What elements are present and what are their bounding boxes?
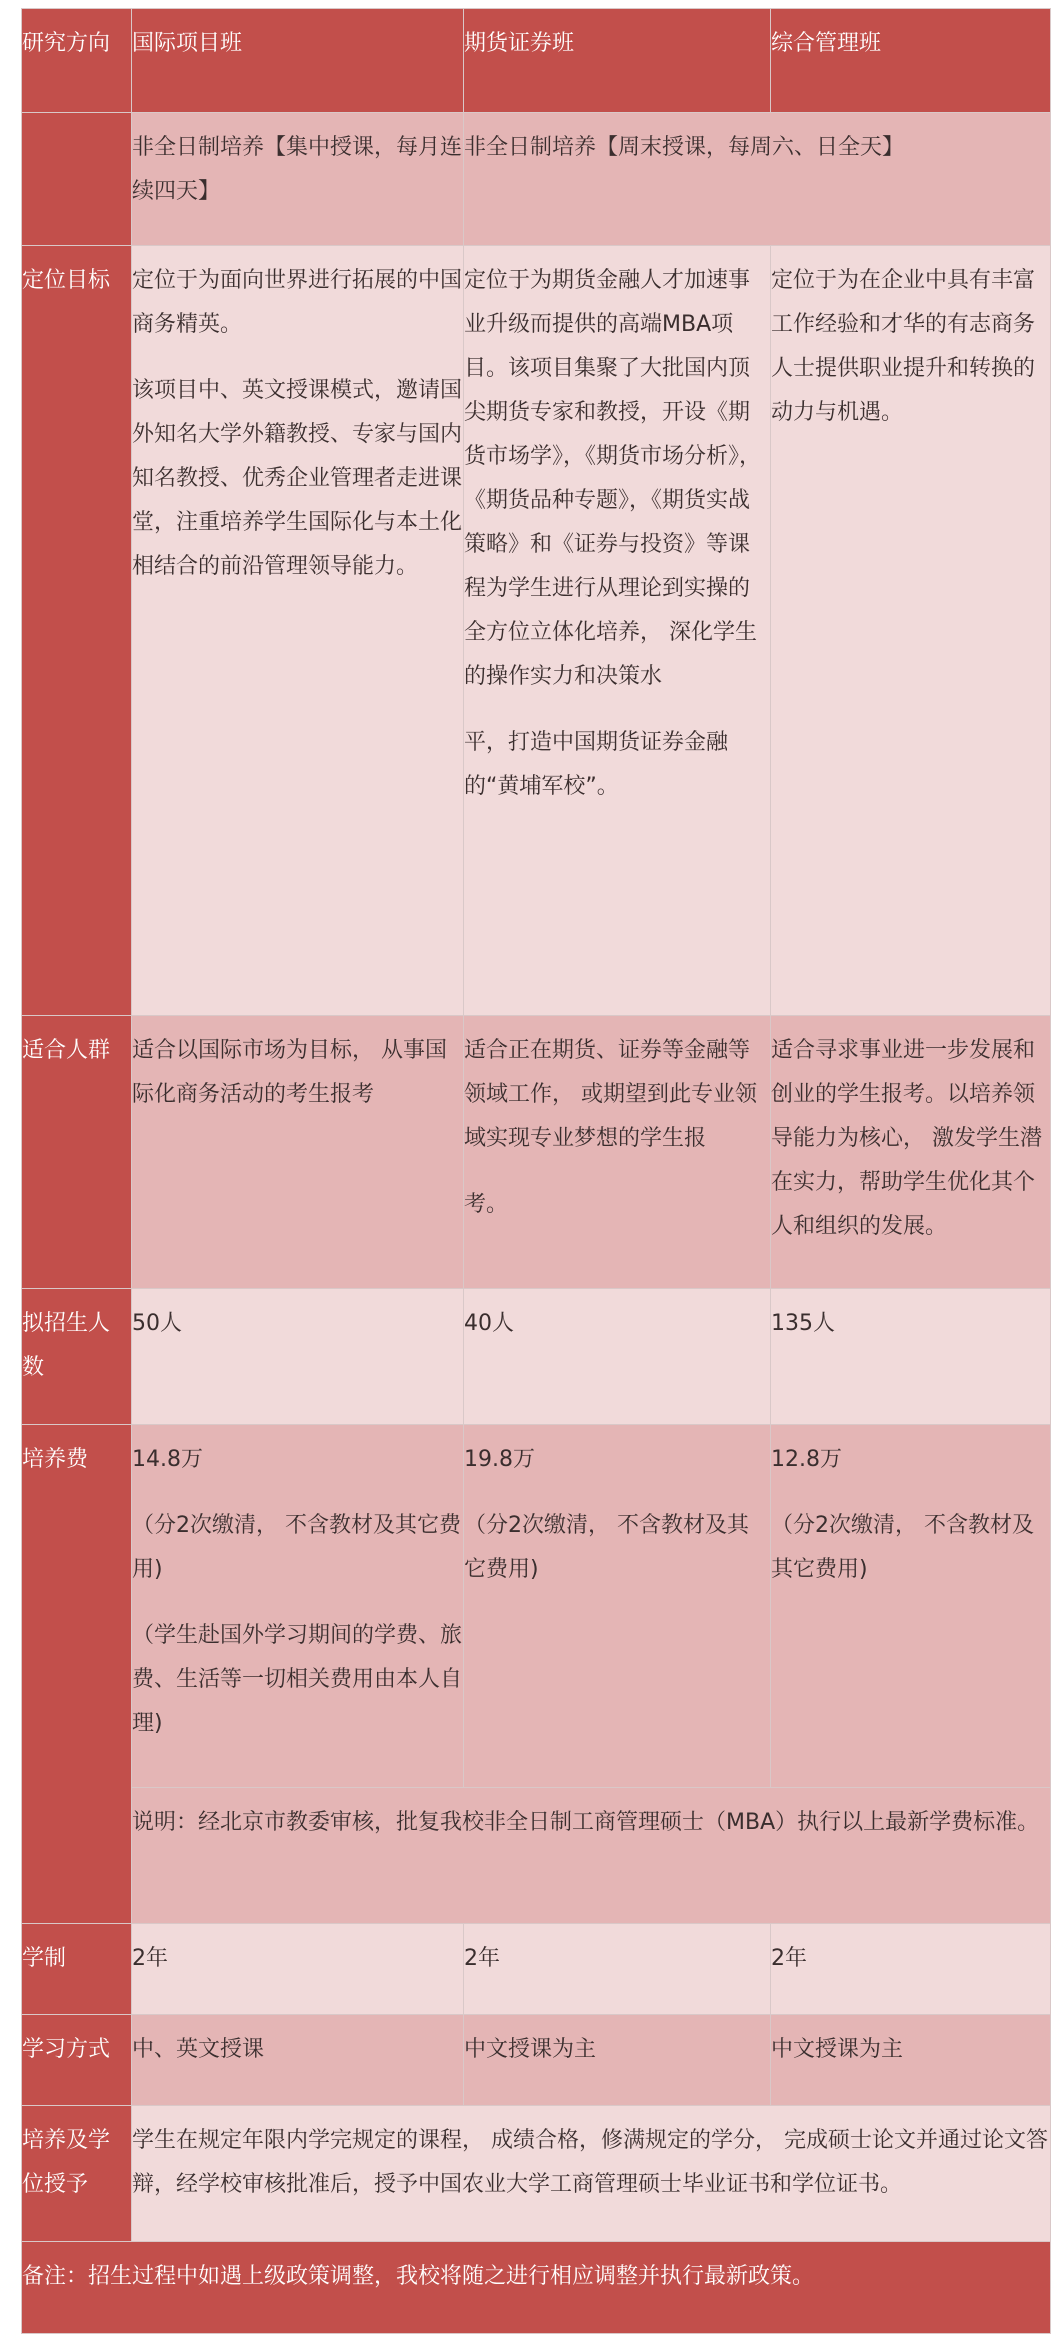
positioning-management: 定位于为在企业中具有丰富工作经验和才华的有志商务人士提供职业提升和转换的动力与机遇。	[771, 246, 1051, 1016]
degree-label: 培养及学位授予	[22, 2106, 132, 2242]
header-row	[22, 9, 1051, 113]
tuition-futures: 19.8万 （分2次缴清， 不含教材及其它费用)	[464, 1425, 771, 1788]
audience-label: 适合人群	[22, 1016, 132, 1289]
enrollment-futures: 40人	[464, 1289, 771, 1425]
header-international-class: 国际项目班	[132, 9, 464, 113]
duration-label: 学制	[22, 1924, 132, 2015]
study-mode-management: 中文授课为主	[771, 2015, 1051, 2106]
footnote: 备注：招生过程中如遇上级政策调整，我校将随之进行相应调整并执行最新政策。	[22, 2242, 1051, 2334]
tuition-explanation: 说明：经北京市教委审核，批复我校非全日制工商管理硕士（MBA）执行以上最新学费标准。	[132, 1788, 1051, 1924]
duration-futures: 2年	[464, 1924, 771, 2015]
admissions-table-container	[21, 8, 1050, 2334]
tuition-label: 培养费	[22, 1425, 132, 1924]
enrollment-label: 拟招生人数	[22, 1289, 132, 1425]
enrollment-international: 50人	[132, 1289, 464, 1425]
admissions-table	[21, 8, 1051, 2334]
header-futures-class: 期货证券班	[464, 9, 771, 113]
tuition-management: 12.8万 （分2次缴清， 不含教材及其它费用)	[771, 1425, 1051, 1788]
mode-international: 非全日制培养【集中授课，每月连续四天】	[132, 113, 464, 246]
degree-row	[22, 2106, 1051, 2242]
tuition-international: 14.8万 （分2次缴清， 不含教材及其它费用) （学生赴国外学习期间的学费、旅费、生活等一切相关费用由本人自理)	[132, 1425, 464, 1788]
degree-text: 学生在规定年限内学完规定的课程， 成绩合格，修满规定的学分， 完成硕士论文并通过论文答辩，经学校审核批准后，授予中国农业大学工商管理硕士毕业证书和学位证书。	[132, 2106, 1051, 2242]
header-management-class: 综合管理班	[771, 9, 1051, 113]
footnote-row	[22, 2242, 1051, 2334]
study-mode-label: 学习方式	[22, 2015, 132, 2106]
positioning-label: 定位目标	[22, 246, 132, 1016]
study-mode-international: 中、英文授课	[132, 2015, 464, 2106]
enrollment-row	[22, 1289, 1051, 1425]
audience-row	[22, 1016, 1051, 1289]
positioning-row	[22, 246, 1051, 1016]
header-research-direction: 研究方向	[22, 9, 132, 113]
audience-futures: 适合正在期货、证券等金融等领域工作， 或期望到此专业领域实现专业梦想的学生报 考。	[464, 1016, 771, 1289]
positioning-futures: 定位于为期货金融人才加速事业升级而提供的高端MBA项目。该项目集聚了大批国内顶尖期货专家和教授，开设《期货市场学》，《期货市场分析》，《期货品种专题》，《期货实战策略》和《证券与投资》等课程为学生进行从理论到实操的全方位立体化培养， 深化学生的操作实力和决策水 平，打造中国期货证券金融的“黄埔军校”。	[464, 246, 771, 1016]
duration-international: 2年	[132, 1924, 464, 2015]
duration-row	[22, 1924, 1051, 2015]
audience-international: 适合以国际市场为目标， 从事国际化商务活动的考生报考	[132, 1016, 464, 1289]
audience-management: 适合寻求事业进一步发展和创业的学生报考。以培养领导能力为核心， 激发学生潜在实力，帮助学生优化其个人和组织的发展。	[771, 1016, 1051, 1289]
enrollment-management: 135人	[771, 1289, 1051, 1425]
mode-futures-management: 非全日制培养【周末授课，每周六、日全天】	[464, 113, 1051, 246]
duration-management: 2年	[771, 1924, 1051, 2015]
study-mode-futures: 中文授课为主	[464, 2015, 771, 2106]
tuition-row	[22, 1425, 1051, 1788]
study-mode-row	[22, 2015, 1051, 2106]
tuition-explain-row	[22, 1788, 1051, 1924]
mode-label	[22, 113, 132, 246]
positioning-international: 定位于为面向世界进行拓展的中国商务精英。 该项目中、英文授课模式，邀请国外知名大学外籍教授、专家与国内知名教授、优秀企业管理者走进课堂，注重培养学生国际化与本土化相结合的前沿管理领导能力。	[132, 246, 464, 1016]
mode-row	[22, 113, 1051, 246]
